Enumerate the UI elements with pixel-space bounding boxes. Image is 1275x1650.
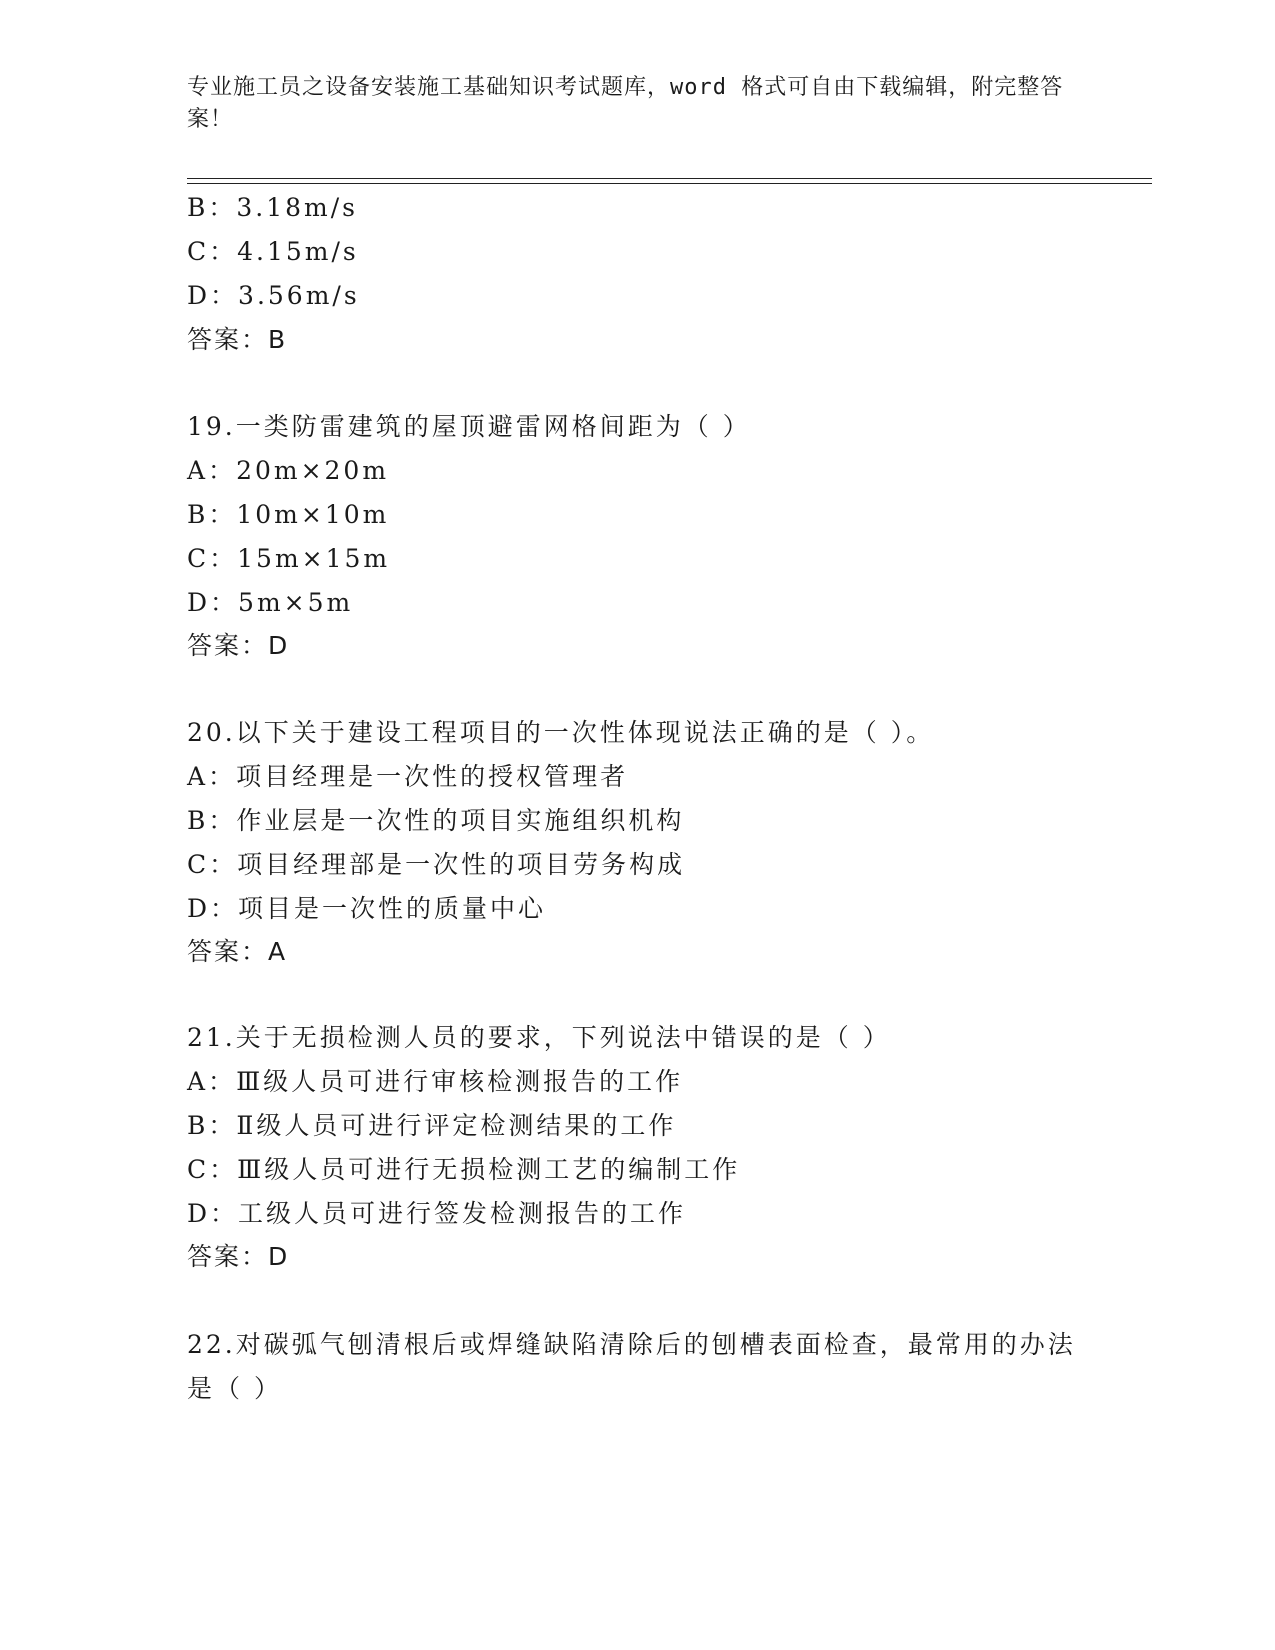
header-divider-bottom — [187, 183, 1152, 184]
option-key: D： — [187, 281, 239, 310]
option-b — [187, 1110, 676, 1142]
option-b — [187, 192, 358, 224]
option-d — [187, 280, 360, 312]
option-key: B： — [187, 1111, 237, 1140]
option-text: 5m×5m — [238, 588, 354, 617]
option-text: Ⅲ级人员可进行无损检测工艺的编制工作 — [237, 1155, 741, 1184]
option-b — [187, 499, 389, 531]
option-text: 作业层是一次性的项目实施组织机构 — [236, 806, 685, 835]
option-key: C： — [187, 1155, 238, 1184]
option-text: Ⅱ级人员可进行评定检测结果的工作 — [236, 1111, 677, 1140]
answer-line: 答案：A — [187, 937, 288, 966]
question-stem: 22.对碳弧气刨清根后或焊缝缺陷清除后的刨槽表面检查，最常用的办法是（ ） — [187, 1330, 1076, 1403]
option-text: 3.56m/s — [238, 281, 360, 310]
option-c — [187, 543, 390, 575]
question-stem: 19.一类防雷建筑的屋顶避雷网格间距为（ ） — [187, 412, 751, 441]
answer-line: 答案：B — [187, 325, 288, 354]
option-key: D： — [187, 588, 239, 617]
option-text: 20m×20m — [236, 456, 390, 485]
header-divider-top — [187, 178, 1152, 179]
option-d — [187, 1198, 686, 1230]
option-text: 10m×10m — [236, 500, 390, 529]
option-d — [187, 587, 353, 619]
answer-line: 答案：D — [187, 631, 290, 660]
option-a — [187, 455, 389, 487]
option-key: B： — [187, 193, 237, 222]
option-text: 项目是一次性的质量中心 — [238, 894, 547, 923]
option-key: A： — [187, 1067, 237, 1096]
option-key: B： — [187, 806, 237, 835]
option-text: 4.15m/s — [237, 237, 359, 266]
option-b — [187, 805, 684, 837]
option-text: Ⅲ级人员可进行审核检测报告的工作 — [236, 1067, 684, 1096]
option-c — [187, 1154, 740, 1186]
option-text: 工级人员可进行签发检测报告的工作 — [238, 1199, 687, 1228]
option-key: D： — [187, 1199, 239, 1228]
option-c — [187, 236, 359, 268]
option-text: 15m×15m — [237, 544, 391, 573]
option-text: 项目经理是一次性的授权管理者 — [236, 762, 629, 791]
option-key: C： — [187, 237, 238, 266]
option-text: 项目经理部是一次性的项目劳务构成 — [237, 850, 686, 879]
option-text: 3.18m/s — [236, 193, 358, 222]
option-key: B： — [187, 500, 237, 529]
question-stem: 21.关于无损检测人员的要求，下列说法中错误的是（ ） — [187, 1023, 891, 1052]
option-key: D： — [187, 894, 239, 923]
option-d — [187, 893, 546, 925]
option-a — [187, 1066, 683, 1098]
option-key: A： — [187, 456, 237, 485]
option-c — [187, 849, 685, 881]
option-key: C： — [187, 850, 238, 879]
question-stem: 20.以下关于建设工程项目的一次性体现说法正确的是（ ）。 — [187, 718, 935, 747]
option-key: A： — [187, 762, 237, 791]
document-header: 专业施工员之设备安装施工基础知识考试题库，word 格式可自由下载编辑，附完整答案！ — [187, 75, 1064, 132]
answer-line: 答案：D — [187, 1242, 290, 1271]
option-key: C： — [187, 544, 238, 573]
option-a — [187, 761, 628, 793]
